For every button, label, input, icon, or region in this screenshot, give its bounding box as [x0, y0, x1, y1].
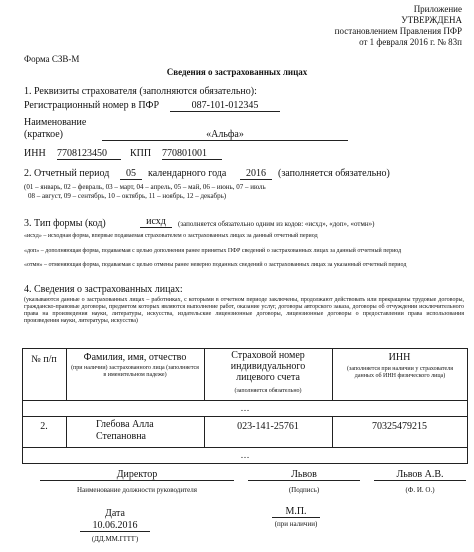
form-type-desc-1: «исхд» – исходная форма, впервые подаваемая страхователем о застрахованных лицах за данный отчетный период: [24, 233, 318, 239]
approval-line-1: Приложение: [413, 4, 462, 14]
period-field: 05: [120, 168, 142, 180]
inn-label: ИНН: [24, 148, 46, 159]
date-note: (ДД.ММ.ГГГГ): [91, 535, 139, 543]
row-inn: 70325479215: [372, 421, 427, 432]
row-fio: Глебова Алла Степановна: [96, 419, 154, 442]
stamp-field: М.П.: [272, 506, 320, 518]
reg-label: Регистрационный номер в ПФР: [24, 100, 159, 111]
row-num: 2.: [40, 421, 48, 432]
table-ellipsis-top: …: [240, 403, 250, 413]
form-type-desc-3: «отмн» – отменяющая форма, подаваемая с целью отмены ранее неверно поданных сведений о застрахованных лицах за указанный отчетный период: [24, 262, 407, 268]
header-snils-note: (заполняется обязательно): [234, 388, 302, 394]
section2-heading: 2. Отчетный период: [24, 168, 110, 179]
section4-desc: (указываются данные о застрахованных лицах – работниках, с которыми в отчетном периоде заключены, продолжают действовать или прекращены трудовые договоры, гражданско-правовые договоры, предметом которых являются выполнение работ, оказание услуг, договоры авторского заказа, договоры об отчуждении исключительного права на произведения науки, литературы, искусства, издательские лицензионные договоры, лицензионные договоры о предоставлении права использования произведения науки, литературы, искусства): [24, 297, 464, 324]
approval-line-3: постановлением Правления ПФР: [334, 26, 462, 36]
months-line-1: (01 – январь, 02 – февраль, 03 – март, 04 – апрель, 05 – май, 06 – июнь, 07 – июль: [24, 183, 266, 191]
header-inn: ИНН: [388, 352, 411, 363]
name-field: «Альфа»: [102, 129, 348, 141]
fullname-note: (Ф. И. О.): [405, 486, 435, 494]
header-inn-note: (заполняется при наличии у страхователя данных об ИНН физического лица): [347, 366, 453, 379]
year-label: календарного года: [148, 168, 227, 179]
date-label: Дата: [105, 508, 125, 519]
approval-line-2: УТВЕРЖДЕНА: [401, 15, 462, 25]
section3-heading: 3. Тип формы (код): [24, 218, 106, 229]
name-label-short: (краткое): [24, 129, 63, 140]
position-note: Наименование должности руководителя: [77, 486, 197, 494]
section4-heading: 4. Сведения о застрахованных лицах:: [24, 284, 183, 295]
kpp-field: 770801001: [162, 148, 222, 160]
form-type-desc-2: «доп» – дополняющая форма, подаваемая с целью дополнения ранее принятых ПФР сведений о застрахованных лицах за данный отчетный период: [24, 248, 402, 254]
header-fio-note: (при наличии) застрахованного лица (заполняется в именительном падеже): [71, 365, 199, 378]
inn-field: 7708123450: [57, 148, 121, 160]
signature-note: (Подпись): [288, 486, 320, 494]
kpp-label: КПП: [130, 148, 152, 159]
form-type-field: исхд: [140, 216, 172, 228]
header-fio: Фамилия, имя, отчество: [83, 352, 187, 363]
form-type-note: (заполняется обязательно одним из кодов: «исхд», «доп», «отмн»): [178, 220, 375, 228]
row-snils: 023-141-25761: [237, 421, 299, 432]
year-field: 2016: [240, 168, 272, 180]
position-field: Директор: [40, 469, 234, 481]
header-snils: Страховой номер индивидуального лицевого счета: [230, 350, 306, 383]
stamp-note: (при наличии): [274, 520, 318, 528]
fullname-field: Львов А.В.: [374, 469, 466, 481]
page-title: Сведения о застрахованных лицах: [166, 67, 308, 77]
approval-line-4: от 1 февраля 2016 г. № 83п: [359, 37, 462, 47]
name-label: Наименование: [24, 117, 87, 128]
table-ellipsis-bottom: …: [240, 450, 250, 460]
months-line-2: 08 – август, 09 – сентябрь, 10 – октябрь, 11 – ноябрь, 12 – декабрь): [28, 192, 227, 200]
form-name: Форма СЗВ-М: [24, 54, 80, 64]
section2-note: (заполняется обязательно): [278, 168, 390, 179]
signature-field: Львов: [248, 469, 360, 481]
date-field: 10.06.2016: [80, 520, 150, 532]
section1-heading: 1. Реквизиты страхователя (заполняются обязательно):: [24, 86, 257, 97]
header-num: № п/п: [31, 354, 57, 365]
reg-number-field: 087-101-012345: [170, 100, 280, 112]
